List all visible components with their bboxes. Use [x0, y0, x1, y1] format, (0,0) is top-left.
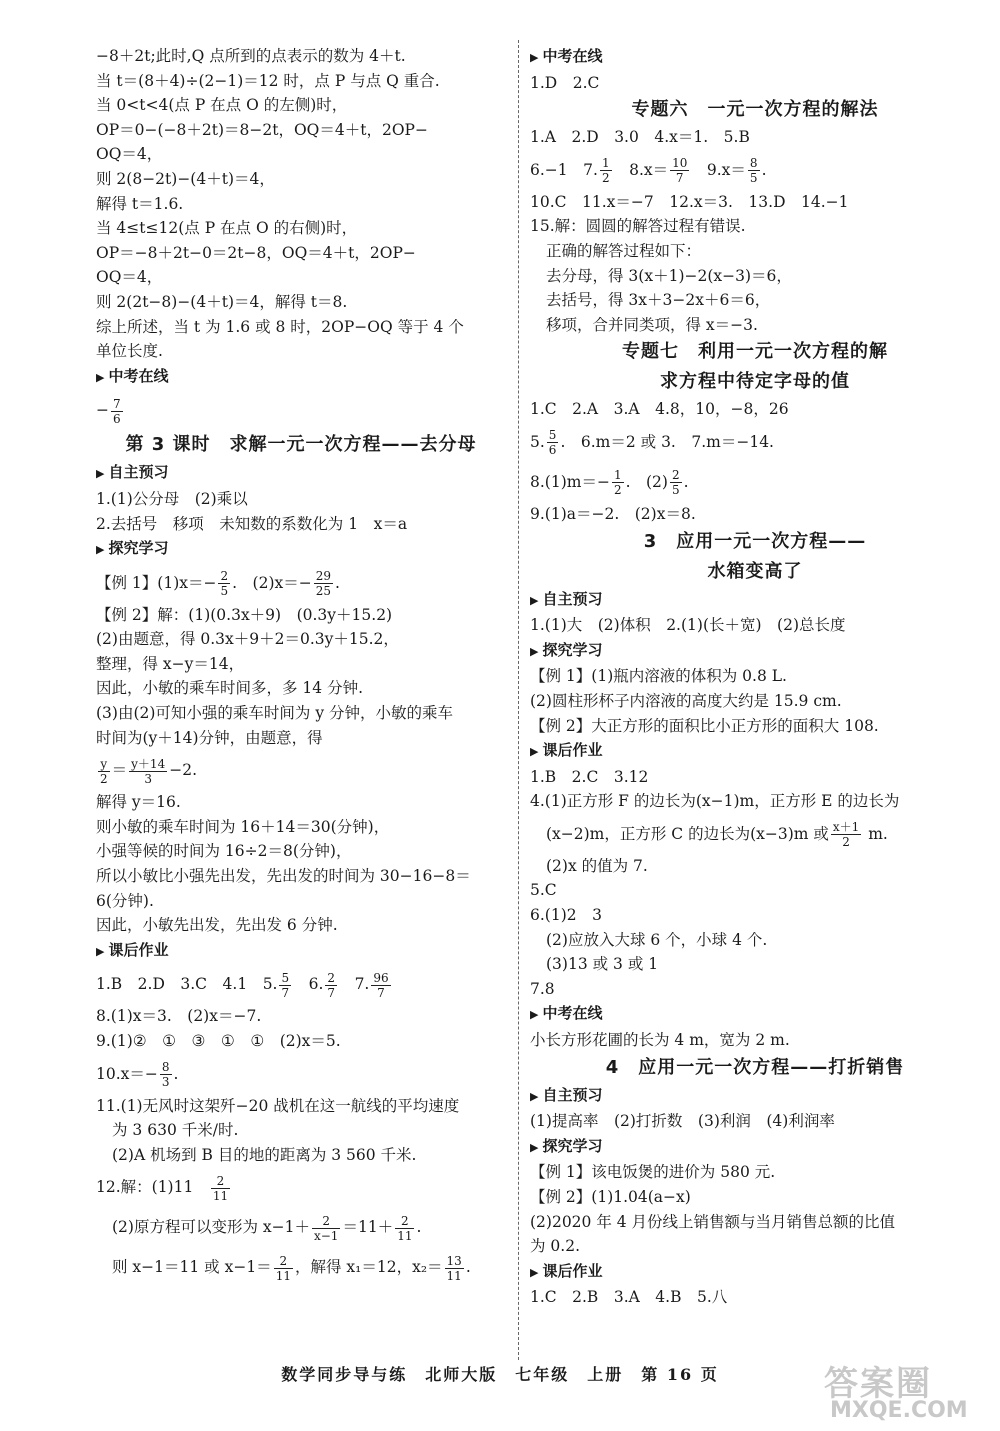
text-line: 为 3 630 千米/时.	[112, 1121, 239, 1140]
text-line: (2)2020 年 4 月份线上销售额与当月销售总额的比值	[530, 1212, 896, 1231]
answer-line: 则 x−1＝11 或 x−1＝ $\frac{2}{11}$ ，解得 x₁＝12，x₂＝ $\frac{13}{11}$ .	[112, 1253, 471, 1283]
fraction: $\frac{2}{11}$	[397, 1213, 413, 1243]
text-line: 2.去括号 移项 未知数的系数化为 1 x＝a	[96, 514, 408, 533]
text-line: 则 2(2t−8)−(4＋t)＝4，解得 t＝8.	[96, 292, 348, 311]
fraction: $\frac{2}{11}$	[275, 1253, 291, 1283]
text-line: (2)应放入大球 6 个，小球 4 个.	[546, 930, 768, 949]
watermark-logo: 答案圈	[824, 1364, 932, 1404]
fraction: $\frac{1}{2}$	[601, 156, 610, 186]
answer-line: (2)原方程可以变形为 x−1＋ $\frac{2}{x-1}$ ＝11＋ $\frac{2}{11}$ .	[112, 1213, 422, 1243]
text-line: 6.(1)2 3	[530, 906, 602, 925]
text-line: 正确的解答过程如下：	[546, 241, 702, 260]
fraction: $\frac{2}{5}$	[671, 468, 680, 498]
fraction: $\frac{8}{5}$	[749, 156, 758, 186]
text-line: 所以小敏比小强先出发，先出发的时间为 30−16−8＝	[96, 867, 471, 886]
answer-line: 1.B 2.D 3.C 4.1 5. $\frac{5}{7}$ 6. $\frac{2}{7}$ 7. $\frac{96}{7}$	[96, 970, 389, 1000]
text-line: 【例 2】(1)1.04(a−x)	[530, 1188, 691, 1206]
lesson-title: 3 应用一元一次方程——	[643, 530, 867, 552]
equation-line: $\frac{y}{2}$ ＝ $\frac{y+14}{3}$ −2.	[100, 756, 197, 786]
answer-line: 【例 1】(1)x＝− $\frac{2}{5}$ . (2)x＝− $\frac{29}{25}$ .	[96, 569, 340, 599]
text-line: OQ＝4，	[96, 145, 163, 164]
text-line: 因此，小敏先出发，先出发 6 分钟.	[96, 916, 338, 935]
text-line: (2)A 机场到 B 目的地的距离为 3 560 千米.	[112, 1145, 417, 1164]
text-line: −8＋2t;此时,Q 点所到的点表示的数为 4＋t.	[96, 47, 406, 65]
answer-line: 12.解：(1)11 $\frac{2}{11}$	[96, 1173, 229, 1203]
text-line: (3)由(2)可知小强的乘车时间为 y 分钟，小敏的乘车	[96, 704, 454, 723]
watermark-url: MXQE.COM	[830, 1398, 968, 1423]
text-line: (3)13 或 3 或 1	[546, 955, 659, 974]
left-column	[96, 44, 506, 1287]
triangle-icon: ▶	[530, 593, 539, 607]
text-line: 整理，得 x−y＝14，	[96, 654, 245, 673]
text-line: 15.解：圆圆的解答过程有错误.	[530, 217, 746, 236]
text-line: 7.8	[530, 979, 555, 998]
answer-line: 10.x＝− $\frac{8}{3}$ .	[96, 1060, 179, 1090]
fraction: $\frac{7}{6}$	[113, 396, 121, 426]
text-line: 1.C 2.B 3.A 4.B 5.八	[530, 1288, 728, 1307]
text-line: OP＝0−(−8＋2t)＝8−2t，OQ＝4＋t，2OP−	[96, 120, 428, 139]
text-line: OQ＝4，	[96, 268, 163, 287]
text-line: 时间为(y＋14)分钟，由题意，得	[96, 728, 323, 747]
triangle-icon: ▶	[530, 1089, 539, 1103]
answer-line: (x−2)m，正方形 C 的边长为(x−3)m 或 $\frac{x+1}{2}$ m.	[546, 820, 888, 850]
text-line: 则 2(8−2t)−(4＋t)＝4，	[96, 169, 275, 188]
fraction: $\frac{29}{25}$	[315, 569, 332, 599]
section-heading: ▶ 自主预习	[96, 463, 169, 482]
text-line: 【例 1】(1)瓶内溶液的体积为 0.8 L.	[530, 667, 787, 686]
topic-title: 专题七 利用一元一次方程的解	[622, 341, 888, 363]
text-line: 【例 1】该电饭煲的进价为 580 元.	[530, 1163, 776, 1182]
text-line: 9.(1)a＝−2. (2)x＝8.	[530, 504, 696, 523]
text-line: 解得 y＝16.	[96, 793, 181, 812]
fraction: $\frac{5}{7}$	[281, 970, 290, 1000]
text-line: 1.A 2.D 3.0 4.x＝1. 5.B	[530, 128, 750, 147]
section-heading: ▶ 中考在线	[530, 47, 603, 65]
triangle-icon: ▶	[530, 745, 539, 759]
fraction: $\frac{2}{7}$	[327, 970, 336, 1000]
page-footer: 数学同步导与练 北师大版 七年级 上册 第 16 页	[281, 1365, 719, 1384]
triangle-icon: ▶	[530, 1140, 539, 1154]
triangle-icon: ▶	[96, 944, 105, 958]
text-line: 小强等候的时间为 16÷2＝8(分钟)，	[96, 842, 352, 861]
text-line: (2)x 的值为 7.	[546, 856, 648, 875]
section-heading: ▶ 中考在线	[530, 1004, 603, 1023]
fraction: $\frac{1}{2}$	[613, 468, 622, 498]
text-line: 解得 t＝1.6.	[96, 194, 184, 213]
text-line: 则小敏的乘车时间为 16＋14＝30(分钟)，	[96, 817, 390, 836]
section-heading: ▶ 中考在线	[96, 366, 169, 385]
text-line: (2)圆柱形杯子内溶液的高度大约是 15.9 cm.	[530, 691, 842, 710]
section-heading: ▶ 探究学习	[96, 539, 169, 558]
text-line: 9.(1)② ① ③ ① ① (2)x＝5.	[96, 1032, 341, 1050]
text-line: 【例 2】解：(1)(0.3x＋9) (0.3y＋15.2)	[96, 605, 393, 624]
triangle-icon: ▶	[530, 1008, 539, 1022]
fraction: $\frac{2}{11}$	[212, 1173, 229, 1203]
text-line: 当 4≤t≤12(点 P 在点 O 的右侧)时，	[96, 219, 358, 238]
lesson-title: 4 应用一元一次方程——打折销售	[605, 1056, 905, 1078]
fraction: $\frac{x+1}{2}$	[832, 820, 860, 850]
text-line: 1.(1)大 (2)体积 2.(1)(长＋宽) (2)总长度	[530, 616, 846, 635]
topic-title: 求方程中待定字母的值	[660, 371, 850, 393]
text-line: 去分母，得 3(x＋1)−2(x−3)＝6，	[546, 266, 792, 285]
fraction: $\frac{y}{2}$	[100, 756, 108, 786]
text-line: 【例 2】大正方形的面积比小正方形的面积大 108.	[530, 716, 879, 735]
section-heading: ▶ 自主预习	[530, 589, 603, 608]
text-line: (1)提高率 (2)打折数 (3)利润 (4)利润率	[530, 1112, 835, 1131]
fraction: $\frac{8}{3}$	[161, 1060, 170, 1090]
triangle-icon: ▶	[96, 543, 105, 557]
text-line: 4.(1)正方形 F 的边长为(x−1)m，正方形 E 的边长为	[530, 792, 900, 811]
text-line: 小长方形花圃的长为 4 m，宽为 2 m.	[530, 1031, 790, 1050]
text-line: 10.C 11.x＝−7 12.x＝3. 13.D 14.−1	[530, 192, 849, 211]
triangle-icon: ▶	[96, 370, 105, 384]
triangle-icon: ▶	[96, 467, 105, 481]
section-heading: ▶ 探究学习	[530, 640, 603, 659]
text-line: 当 t＝(8＋4)÷(2−1)＝12 时，点 P 与点 Q 重合.	[96, 71, 440, 90]
text-line: 1.(1)公分母 (2)乘以	[96, 489, 248, 508]
text-line: 6(分钟).	[96, 891, 154, 910]
text-line: 综上所述，当 t 为 1.6 或 8 时，2OP−OQ 等于 4 个	[96, 317, 464, 336]
text-line: 1.B 2.C 3.12	[530, 767, 649, 786]
section-heading: ▶ 课后作业	[530, 741, 603, 760]
answer-line: 6.−1 7. $\frac{1}{2}$ 8.x＝ $\frac{10}{7}$ 9.x＝ $\frac{8}{5}$ .	[530, 156, 767, 186]
fraction: $\frac{5}{6}$	[548, 428, 557, 458]
text-line: 移项，合并同类项，得 x＝−3.	[546, 315, 758, 334]
text-line: 5.C	[530, 881, 557, 900]
section-heading: ▶ 课后作业	[530, 1261, 603, 1280]
text-line: (2)由题意，得 0.3x＋9＋2＝0.3y＋15.2，	[96, 630, 399, 649]
triangle-icon: ▶	[530, 644, 539, 658]
text-line: 为 0.2.	[530, 1237, 581, 1256]
section-heading: ▶ 自主预习	[530, 1085, 603, 1104]
answer-line: 5. $\frac{5}{6}$ . 6.m＝2 或 3. 7.m＝−14.	[530, 428, 774, 458]
text-line: 单位长度.	[96, 342, 163, 361]
text-line: 11.(1)无风时这架歼−20 战机在这一航线的平均速度	[96, 1096, 460, 1115]
text-line: 8.(1)x＝3. (2)x＝−7.	[96, 1007, 262, 1026]
fraction: $\frac{96}{7}$	[373, 970, 389, 1000]
text-line: OP＝−8＋2t−0＝2t−8，OQ＝4＋t，2OP−	[96, 243, 416, 262]
text-line: 1.C 2.A 3.A 4.8，10，−8，26	[530, 400, 789, 419]
text-line: 去括号，得 3x＋3−2x＋6＝6，	[546, 291, 771, 310]
column-divider	[518, 40, 519, 1360]
fraction: $\frac{13}{11}$	[446, 1253, 462, 1283]
lesson-title: 第 3 课时 求解一元一次方程——去分母	[125, 434, 477, 456]
fraction: $\frac{y+14}{3}$	[131, 756, 166, 786]
fraction: $\frac{2}{5}$	[220, 569, 229, 599]
fraction: $\frac{10}{7}$	[672, 156, 688, 186]
triangle-icon: ▶	[530, 51, 539, 64]
answer-line: − $\frac{7}{6}$	[96, 396, 121, 426]
text-line: 因此，小敏的乘车时间多，多 14 分钟.	[96, 679, 364, 698]
watermark	[820, 1360, 990, 1424]
topic-title: 专题六 一元一次方程的解法	[631, 99, 879, 121]
fraction: $\frac{2}{x-1}$	[313, 1213, 339, 1243]
section-heading: ▶ 探究学习	[530, 1136, 603, 1155]
text-line: 当 0<t<4(点 P 在点 O 的左侧)时，	[96, 96, 348, 115]
text-line: 1.D 2.C	[530, 73, 600, 92]
right-column	[530, 44, 980, 1310]
triangle-icon: ▶	[530, 1265, 539, 1279]
section-heading: ▶ 课后作业	[96, 940, 169, 959]
answer-line: 8.(1)m＝− $\frac{1}{2}$ . (2) $\frac{2}{5}$ .	[530, 468, 689, 498]
lesson-title: 水箱变高了	[707, 560, 803, 582]
